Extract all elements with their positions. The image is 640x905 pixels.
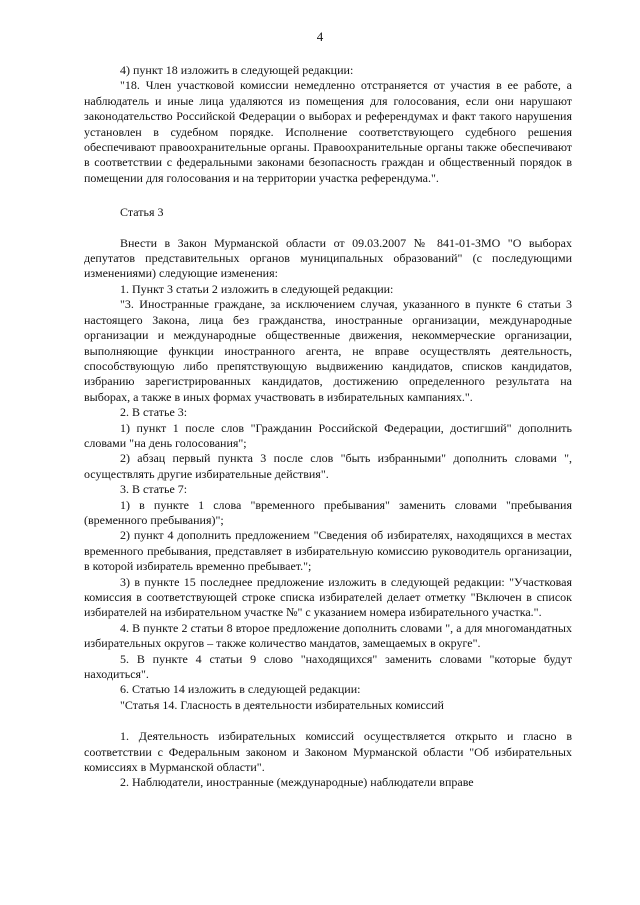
paragraph: 1. Деятельность избирательных комиссий осуществляется открыто и гласно в соответствии с Федеральным законом и Законом Мурманской области "Об избирательных комиссиях в Мурманской области". xyxy=(84,729,572,775)
page-number: 4 xyxy=(316,29,324,44)
paragraph: "18. Член участковой комиссии немедленно отстраняется от участия в ее работе, а наблюдатель и иные лица удаляются из помещения для голосования, если они нарушают законодательство Российской Федерации о выборах и референдумах и факт такого нарушения установлен в судебном порядке. Исполнение соответствующего судебного решения обеспечивают правоохранительные органы. Правоохранительные органы также обеспечивают в соответствии с федеральными законами безопасность граждан и общественный порядок в помещении для голосования и на территории участка референдума.". xyxy=(84,78,572,185)
paragraph: 2) абзац первый пункта 3 после слов "быть избранными" дополнить словами ", осуществлять другие избирательные действия". xyxy=(84,451,572,481)
paragraph: "Статья 14. Гласность в деятельности избирательных комиссий xyxy=(120,697,444,712)
paragraph: 4) пункт 18 изложить в следующей редакции: xyxy=(120,63,354,77)
paragraph: 3. В статье 7: xyxy=(120,482,188,497)
article-heading: Статья 3 xyxy=(120,205,164,220)
paragraph: Внести в Закон Мурманской области от 09.03.2007 № 841-01-ЗМО "О выборах депутатов представительных органов муниципальных образований" (с последующими изменениями) следующие изменения: xyxy=(84,235,572,281)
paragraph: 1) в пункте 1 слова "временного пребывания" заменить словами "пребывания (временного пребывания)"; xyxy=(84,497,572,527)
paragraph: 4. В пункте 2 статьи 8 второе предложение дополнить словами ", а для многомандатных избирательных округов – также количество мандатов, замещаемых в округе". xyxy=(84,620,572,651)
paragraph: 1. Пункт 3 статьи 2 изложить в следующей редакции: xyxy=(120,281,394,296)
paragraph: "3. Иностранные граждане, за исключением случая, указанного в пункте 6 статьи 3 настоящего Закона, лица без гражданства, иностранные организации, международные организации и международные общественные движения, некоммерческие организации, выполняющие функции иностранного агента, не вправе осуществлять деятельность, способствующую либо препятствующую выдвижению кандидатов, списков кандидатов, избранию зарегистрированных кандидатов, достижению определенного результата на выборах, а также в иных формах участвовать в избирательных кампаниях.". xyxy=(84,297,572,404)
paragraph: 2. Наблюдатели, иностранные (международные) наблюдатели вправе xyxy=(120,775,474,790)
paragraph: 3) в пункте 15 последнее предложение изложить в следующей редакции: "Участковая комиссия в соответствующей строке списка избирателей делает отметку "Включен в список избирателей на избирательном участке №" с указанием номера избирательного участка.". xyxy=(84,574,572,620)
paragraph: 6. Статью 14 изложить в следующей редакции: xyxy=(120,682,361,697)
paragraph: 2. В статье 3: xyxy=(120,405,188,420)
document-body xyxy=(84,63,572,791)
paragraph: 5. В пункте 4 статьи 9 слово "находящихся" заменить словами "которые будут находиться". xyxy=(84,651,572,682)
paragraph: 1) пункт 1 после слов "Гражданин Российской Федерации, достигший" дополнить словами "на день голосования"; xyxy=(84,420,572,450)
paragraph: 2) пункт 4 дополнить предложением "Сведения об избирателях, находящихся в местах временного пребывания, представляет в избирательную комиссию руководитель организации, в которой избиратель временно пребывает."; xyxy=(84,528,572,574)
